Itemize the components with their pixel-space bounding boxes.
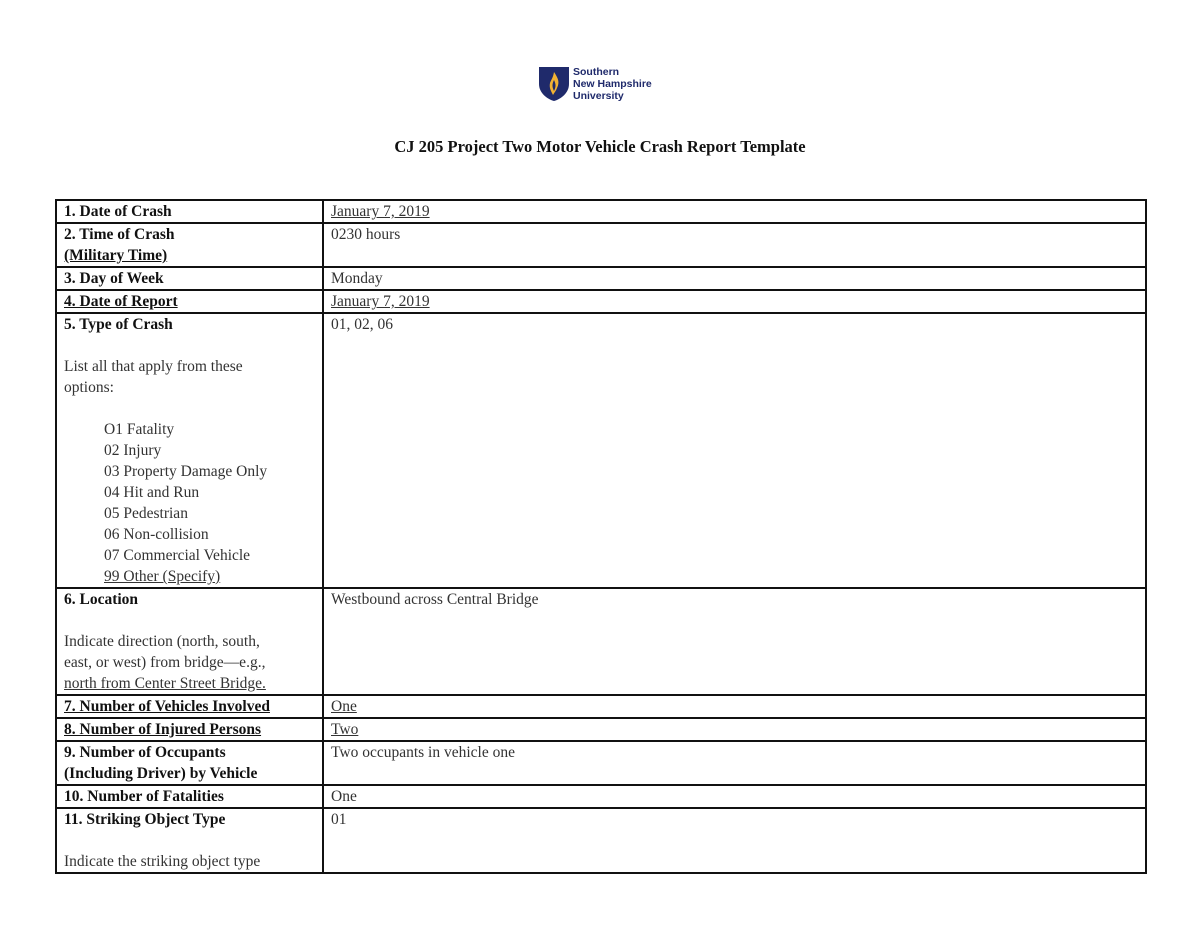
table-row (56, 808, 1146, 873)
option-item: 06 Non-collision (104, 526, 209, 543)
field-value: Two (331, 721, 359, 738)
field-note: options: (64, 379, 114, 396)
value-cell (323, 200, 1146, 223)
field-label: 6. Location (64, 591, 139, 608)
table-row (56, 223, 1146, 267)
table-row (56, 718, 1146, 741)
field-label: 4. Date of Report (64, 293, 178, 310)
flame-shield-icon (538, 66, 570, 102)
logo-line-3: University (573, 90, 624, 102)
field-label: 3. Day of Week (64, 270, 164, 287)
table-row (56, 695, 1146, 718)
option-item: 02 Injury (104, 442, 162, 459)
label-cell (56, 741, 323, 785)
value-cell (323, 718, 1146, 741)
field-label: 7. Number of Vehicles Involved (64, 698, 270, 715)
field-label: 11. Striking Object Type (64, 811, 226, 828)
label-cell (56, 313, 323, 588)
label-cell (56, 223, 323, 267)
table-row (56, 741, 1146, 785)
label-cell (56, 290, 323, 313)
option-item: 05 Pedestrian (104, 505, 188, 522)
field-note: east, or west) from bridge—e.g., (64, 654, 266, 671)
option-item: 03 Property Damage Only (104, 463, 268, 480)
field-note: Indicate the striking object type (64, 853, 261, 870)
value-cell (323, 695, 1146, 718)
field-value: 01, 02, 06 (331, 316, 393, 333)
field-label: 2. Time of Crash (64, 226, 175, 243)
value-cell (323, 223, 1146, 267)
logo-wordmark (573, 66, 652, 102)
table-row (56, 588, 1146, 695)
value-cell (323, 588, 1146, 695)
field-note: north from Center Street Bridge. (64, 675, 266, 692)
field-value: Monday (331, 270, 383, 287)
option-item: 99 Other (Specify) (104, 568, 221, 585)
label-cell (56, 267, 323, 290)
label-cell (56, 808, 323, 873)
field-label: 1. Date of Crash (64, 203, 172, 220)
label-cell (56, 200, 323, 223)
table-row (56, 785, 1146, 808)
value-cell (323, 290, 1146, 313)
field-note: Indicate direction (north, south, (64, 633, 260, 650)
label-cell (56, 588, 323, 695)
field-label-sub: (Including Driver) by Vehicle (64, 765, 258, 782)
field-label-sub: (Military Time) (64, 247, 168, 264)
label-cell (56, 785, 323, 808)
field-value: January 7, 2019 (331, 293, 430, 310)
table-row (56, 290, 1146, 313)
field-value: 0230 hours (331, 226, 401, 243)
field-label: 10. Number of Fatalities (64, 788, 224, 805)
value-cell (323, 785, 1146, 808)
table-row (56, 200, 1146, 223)
option-item: O1 Fatality (104, 421, 175, 438)
field-label: 5. Type of Crash (64, 316, 173, 333)
field-value: Two occupants in vehicle one (331, 744, 515, 761)
field-value: January 7, 2019 (331, 203, 430, 220)
logo-line-1: Southern (573, 66, 620, 78)
label-cell (56, 718, 323, 741)
value-cell (323, 741, 1146, 785)
university-logo (538, 64, 652, 104)
label-cell (56, 695, 323, 718)
value-cell (323, 808, 1146, 873)
field-note: List all that apply from these (64, 358, 243, 375)
field-label: 9. Number of Occupants (64, 744, 226, 761)
value-cell (323, 267, 1146, 290)
crash-report-table (55, 199, 1147, 874)
document-title: CJ 205 Project Two Motor Vehicle Crash Report Template (394, 137, 806, 156)
option-item: 07 Commercial Vehicle (104, 547, 251, 564)
field-value: One (331, 788, 357, 805)
table-row (56, 313, 1146, 588)
field-value: One (331, 698, 357, 715)
field-value: Westbound across Central Bridge (331, 591, 539, 608)
table-row (56, 267, 1146, 290)
crash-type-options (64, 419, 315, 587)
option-item: 04 Hit and Run (104, 484, 200, 501)
logo-line-2: New Hampshire (573, 78, 652, 90)
field-label: 8. Number of Injured Persons (64, 721, 262, 738)
value-cell (323, 313, 1146, 588)
field-value: 01 (331, 811, 347, 828)
